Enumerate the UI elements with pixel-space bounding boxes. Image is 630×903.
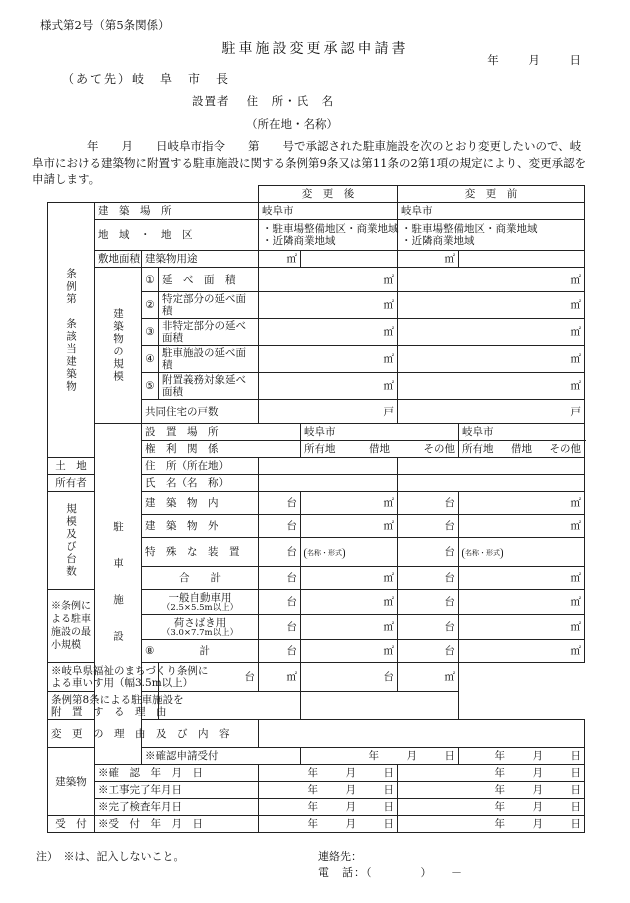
form-number: 様式第2号（第5条関係） (40, 18, 170, 32)
total-label: 合 計 (142, 567, 259, 590)
housing-units-label: 共同住宅の戸数 (142, 400, 259, 424)
scale-before-5[interactable]: ㎡ (398, 373, 585, 400)
in-building-dai-after[interactable]: 台 (259, 492, 301, 515)
change-reason-value[interactable] (259, 720, 585, 748)
area-district-label: 地 域 ・ 地 区 (95, 220, 259, 251)
scale-count-label: 規模及び台数 (48, 492, 95, 590)
special-device-dai-after[interactable]: 台 (259, 538, 301, 567)
article8-before[interactable] (301, 692, 459, 720)
document-title: 駐車施設変更承認申請書 (221, 41, 409, 57)
installer-line: 設置者 住 所・氏 名 (192, 94, 335, 108)
phone-label: 電 話：（ ） － (318, 866, 463, 879)
special-device-form-after[interactable]: 名称・形式 (301, 538, 398, 567)
date-year-label: 年 (487, 53, 500, 67)
cargo-dai-before[interactable]: 台 (398, 615, 459, 640)
scale-after-2[interactable]: ㎡ (259, 292, 398, 319)
building-use-label: 建築物用途 (142, 251, 259, 268)
row-receipt (48, 816, 585, 833)
min-total-label: ⑧ 計 (142, 640, 259, 663)
confirm-date-after-4[interactable]: 年 月 日 (259, 799, 398, 816)
owner-address-before[interactable] (398, 458, 585, 475)
rights-before[interactable]: 所有地 借地 その他 (459, 441, 585, 458)
application-date (463, 52, 582, 68)
change-reason-label: 変 更 の 理 由 及 び 内 容 (48, 720, 259, 748)
min-total-dai-before[interactable]: 台 (398, 640, 459, 663)
row-article8 (48, 692, 585, 720)
scale-no-4: ④ (142, 346, 159, 373)
footnote: 注） ※は、記入しないこと。 (36, 850, 185, 863)
land-owner-label: 土 地 (48, 458, 95, 475)
date-day-label: 日 (569, 53, 582, 67)
col-before-header: 変 更 前 (398, 186, 585, 203)
scale-label-1: 延 べ 面 積 (159, 268, 259, 292)
min-total-m2-before[interactable]: ㎡ (459, 640, 585, 663)
general-car-dai-before[interactable]: 台 (398, 590, 459, 615)
owner-address-label: 住 所（所在地） (142, 458, 259, 475)
install-location-label: 設 置 場 所 (142, 424, 301, 441)
cargo-m2-before[interactable]: ㎡ (459, 615, 585, 640)
min-total-m2-after[interactable]: ㎡ (301, 640, 398, 663)
confirm-date-before-2[interactable]: 年 月 日 (398, 765, 585, 782)
date-month-label: 月 (528, 53, 541, 67)
confirm-label-3: ※工事完了年月日 (95, 782, 259, 799)
total-m2-before[interactable]: ㎡ (459, 567, 585, 590)
scale-no-5: ⑤ (142, 373, 159, 400)
scale-no-2: ② (142, 292, 159, 319)
row-building-location (48, 203, 585, 220)
out-building-dai-after[interactable]: 台 (259, 515, 301, 538)
site-area-after[interactable]: ㎡ (259, 251, 301, 268)
scale-before-3[interactable]: ㎡ (398, 319, 585, 346)
owner-name-before[interactable] (398, 475, 585, 492)
confirm-label-1: ※確認申請受付 (142, 748, 301, 765)
out-building-label: 建 築 物 外 (142, 515, 259, 538)
row-change-reason (48, 720, 585, 748)
cargo-dai-after[interactable]: 台 (259, 615, 301, 640)
total-dai-after[interactable]: 台 (259, 567, 301, 590)
min-scale-label: ※条例による駐車施設の最小規模 (48, 590, 95, 663)
confirm-date-after-2[interactable]: 年 月 日 (259, 765, 398, 782)
install-location-after[interactable]: 岐阜市 (301, 424, 459, 441)
confirm-date-after-3[interactable]: 年 月 日 (259, 782, 398, 799)
receipt-date-label: ※受 付 年 月 日 (95, 816, 259, 833)
wheelchair-m2-before[interactable]: ㎡ (398, 663, 459, 692)
addressee: （あて先）岐 阜 市 長 (62, 72, 231, 86)
parking-group-label: 駐車施設 (95, 424, 142, 765)
building-use-before[interactable] (459, 251, 585, 268)
in-building-m2-after[interactable]: ㎡ (301, 492, 398, 515)
owner-name-after[interactable] (259, 475, 398, 492)
receipt-date-before[interactable]: 年 月 日 (398, 816, 585, 833)
building-short-label: 建築物 (48, 748, 95, 816)
row-wheelchair (48, 663, 585, 692)
wheelchair-label: ※岐阜県福祉のまちづくり条例に よる車いす用（幅3.5m以上） (48, 663, 159, 692)
scale-label-5: 附置義務対象延べ面積 (159, 373, 259, 400)
in-building-m2-before[interactable]: ㎡ (459, 492, 585, 515)
general-car-m2-after[interactable]: ㎡ (301, 590, 398, 615)
housing-units-after[interactable]: 戸 (259, 400, 398, 424)
confirm-date-after-1[interactable]: 年 月 日 (301, 748, 459, 765)
site-area-label: 敷地面積 (95, 251, 142, 268)
owner-address-after[interactable] (259, 458, 398, 475)
general-car-dai-after[interactable]: 台 (259, 590, 301, 615)
confirm-label-2: ※確 認 年 月 日 (95, 765, 259, 782)
scale-after-3[interactable]: ㎡ (259, 319, 398, 346)
special-device-form-before[interactable]: 名称・形式 (459, 538, 585, 567)
scale-no-3: ③ (142, 319, 159, 346)
col-after-header: 変 更 後 (259, 186, 398, 203)
wheelchair-dai-after[interactable]: 台 (159, 663, 259, 692)
scale-label: 建築物の規模 (95, 268, 142, 424)
area-district-before[interactable]: ・駐車場整備地区・商業地域 ・近隣商業地域 (398, 220, 585, 251)
article8-label: 条例第8条による駐車施設を 附 置 す る 理 由 (48, 692, 159, 720)
header-row (48, 186, 585, 203)
row-confirm-3 (48, 782, 585, 799)
special-device-label: 特 殊 な 装 置 (142, 538, 259, 567)
general-car-m2-before[interactable]: ㎡ (459, 590, 585, 615)
in-building-label: 建 築 物 内 (142, 492, 259, 515)
out-building-dai-before[interactable]: 台 (398, 515, 459, 538)
request-text: 年 月 日岐阜市指令 第 号で承認された駐車施設を次のとおり変更したいので、岐阜市における建築物に附置する駐車施設に関する条例第9条又は第11条の2第1項の規定により、変更承認を申請します。 (32, 139, 587, 186)
out-building-m2-before[interactable]: ㎡ (459, 515, 585, 538)
scale-label-2: 特定部分の延べ面積 (159, 292, 259, 319)
site-area-before[interactable]: ㎡ (398, 251, 459, 268)
area-district-after[interactable]: ・駐車場整備地区・商業地域 ・近隣商業地域 (259, 220, 398, 251)
rights-after[interactable]: 所有地 借地 その他 (301, 441, 459, 458)
building-location-label: 建 築 場 所 (95, 203, 259, 220)
special-device-dai-before[interactable]: 台 (398, 538, 459, 567)
scale-after-1[interactable]: ㎡ (259, 268, 398, 292)
scale-label-3: 非特定部分の延べ面積 (159, 319, 259, 346)
in-building-dai-before[interactable]: 台 (398, 492, 459, 515)
wheelchair-dai-before[interactable]: 台 (301, 663, 398, 692)
building-location-after[interactable]: 岐阜市 (259, 203, 398, 220)
scale-label-4: 駐車施設の延べ面積 (159, 346, 259, 373)
building-group-label: 条例第 条該当建築物 (48, 203, 95, 458)
application-table (47, 185, 585, 833)
confirm-date-before-3[interactable]: 年 月 日 (398, 782, 585, 799)
cargo-label: 荷さばき用 （3.0×7.7m以上） (142, 615, 259, 640)
confirm-date-before-1[interactable]: 年 月 日 (459, 748, 585, 765)
receipt-date-after[interactable]: 年 月 日 (259, 816, 398, 833)
owner-label: 所有者 (48, 475, 95, 492)
scale-before-2[interactable]: ㎡ (398, 292, 585, 319)
installer-sub: （所在地・名称） (246, 117, 338, 131)
total-dai-before[interactable]: 台 (398, 567, 459, 590)
scale-no-1: ① (142, 268, 159, 292)
scale-after-4[interactable]: ㎡ (259, 346, 398, 373)
total-m2-after[interactable]: ㎡ (301, 567, 398, 590)
receipt-label: 受 付 (48, 816, 95, 833)
row-confirm-2 (48, 765, 585, 782)
scale-after-5[interactable]: ㎡ (259, 373, 398, 400)
row-install-location (48, 424, 585, 441)
housing-units-before[interactable]: 戸 (398, 400, 585, 424)
row-area-district (48, 220, 585, 251)
install-location-before[interactable]: 岐阜市 (459, 424, 585, 441)
cargo-m2-after[interactable]: ㎡ (301, 615, 398, 640)
owner-name-label: 氏 名（名 称） (142, 475, 259, 492)
row-scale-1 (48, 268, 585, 292)
scale-before-1[interactable]: ㎡ (398, 268, 585, 292)
wheelchair-m2-after[interactable]: ㎡ (259, 663, 301, 692)
row-site-area (48, 251, 585, 268)
building-use-after[interactable] (301, 251, 398, 268)
building-location-before[interactable]: 岐阜市 (398, 203, 585, 220)
confirm-label-4: ※完了検査年月日 (95, 799, 259, 816)
scale-before-4[interactable]: ㎡ (398, 346, 585, 373)
out-building-m2-after[interactable]: ㎡ (301, 515, 398, 538)
rights-label: 権 利 関 係 (142, 441, 301, 458)
min-total-dai-after[interactable]: 台 (259, 640, 301, 663)
contact-label: 連絡先： (318, 850, 362, 863)
confirm-date-before-4[interactable]: 年 月 日 (398, 799, 585, 816)
general-car-label: 一般自動車用 （2.5×5.5m以上） (142, 590, 259, 615)
row-confirm-4 (48, 799, 585, 816)
